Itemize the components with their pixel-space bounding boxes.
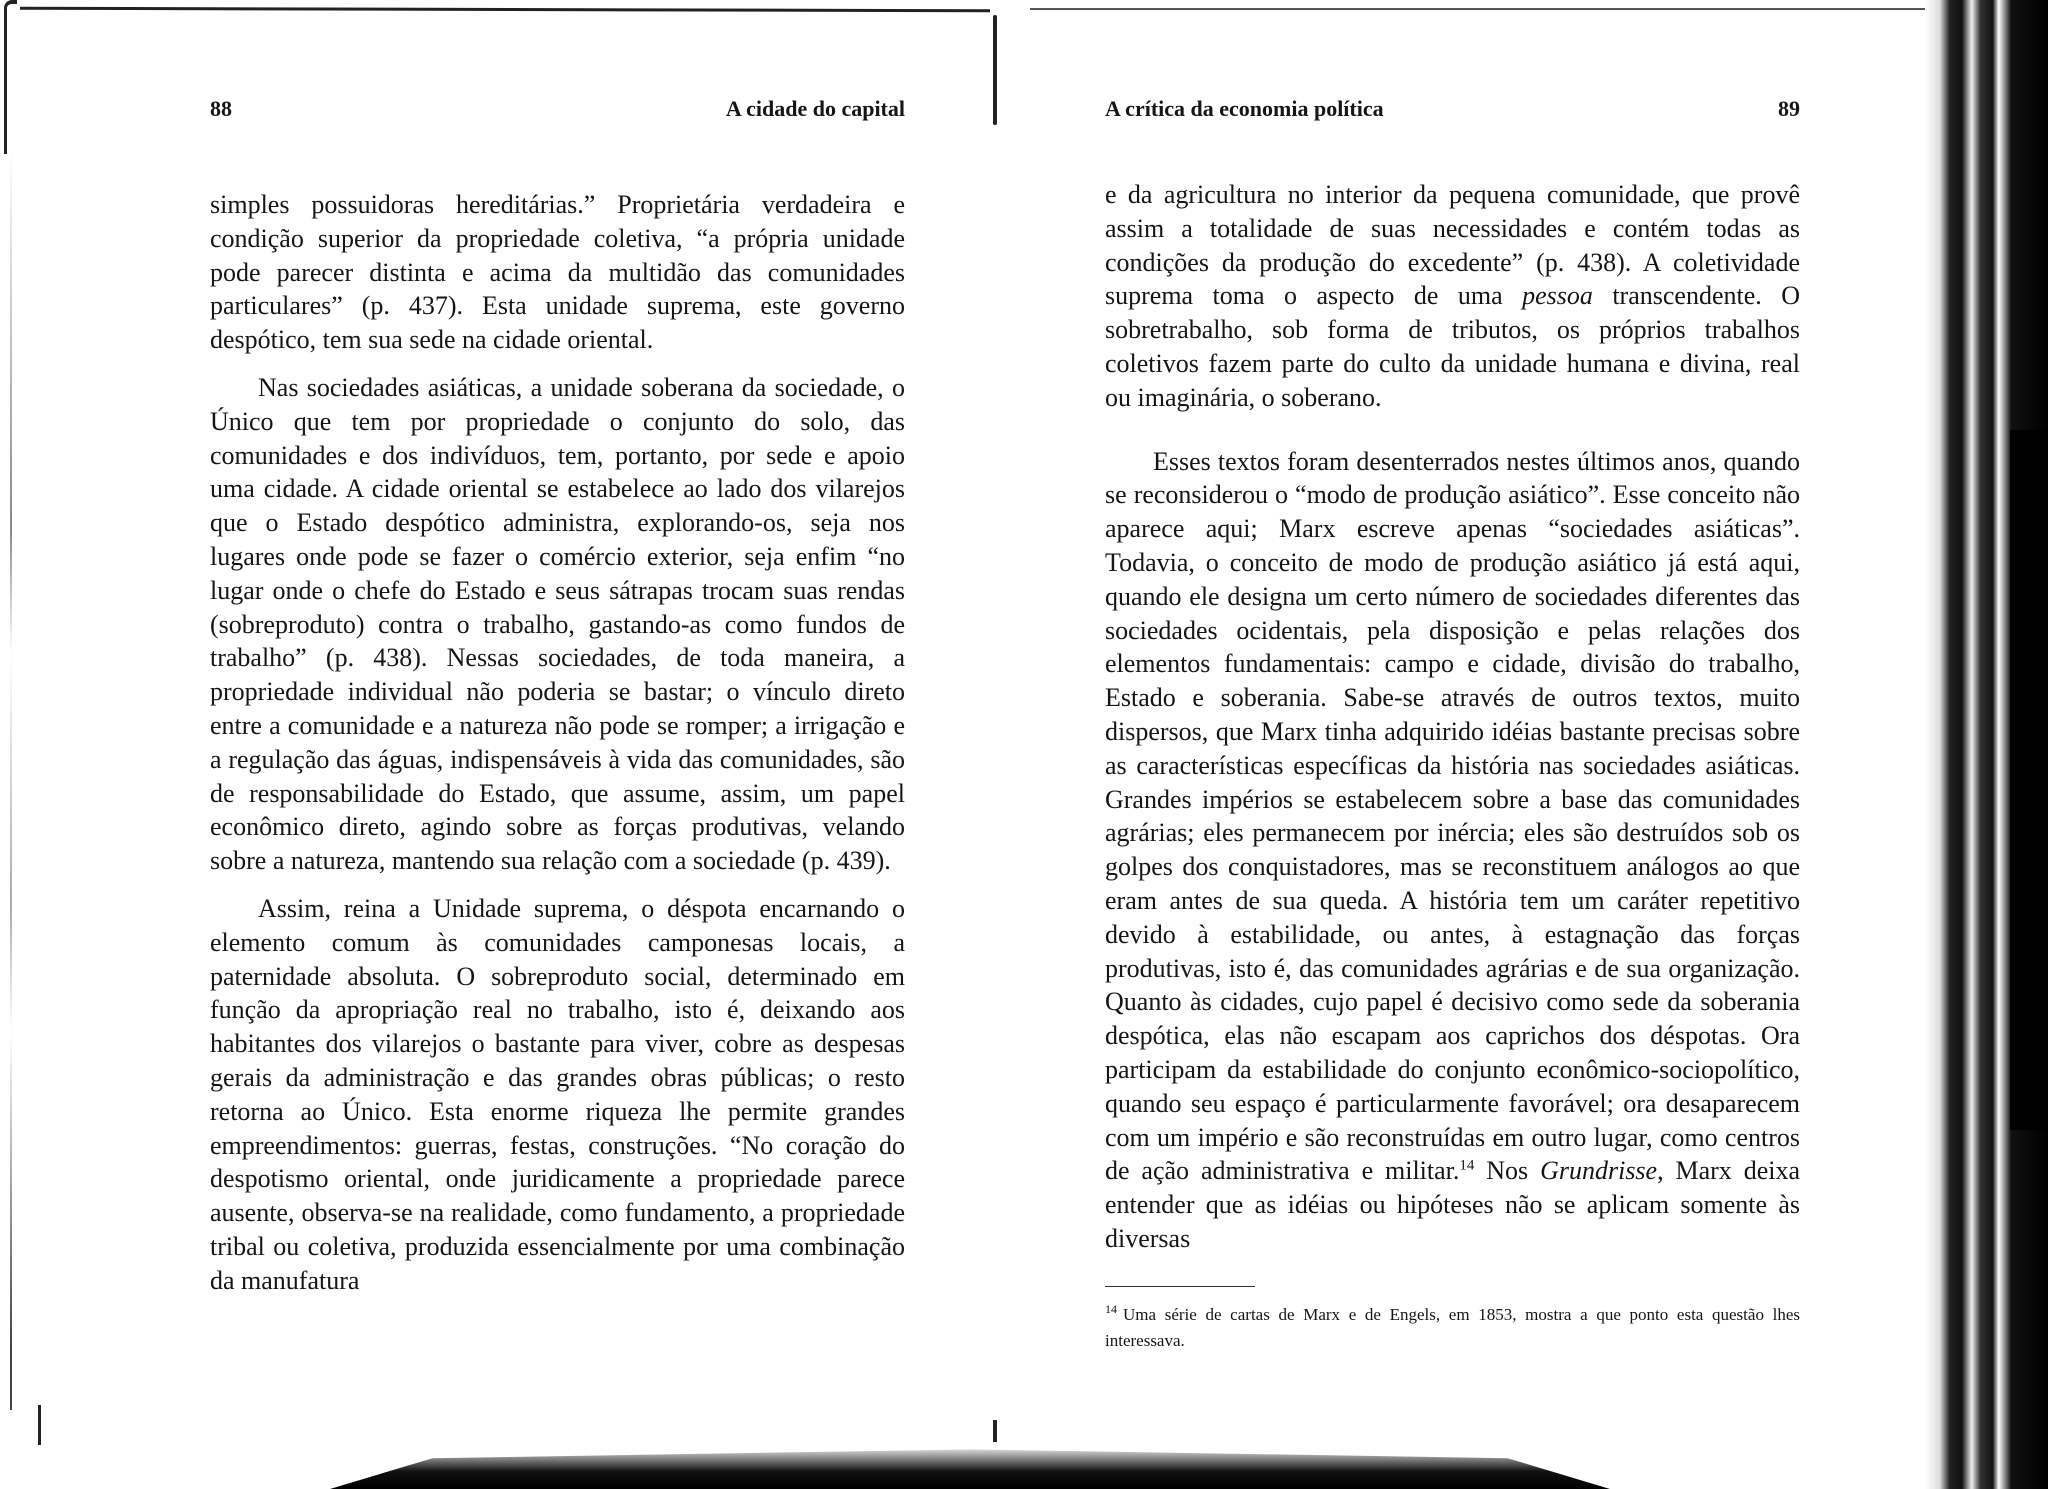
paragraph xyxy=(1105,445,1800,1256)
gutter-mark xyxy=(993,15,997,125)
paragraph xyxy=(1105,178,1800,415)
scan-edge-mark xyxy=(38,1405,41,1445)
gutter-mark xyxy=(993,1420,997,1442)
footnote-text: Uma série de cartas de Marx e de Engels, em 1853, mostra a que ponto esta questão lhes interessava. xyxy=(1105,1305,1800,1350)
running-title: A crítica da economia política xyxy=(1105,96,1384,121)
italic-title: Grundrisse xyxy=(1540,1156,1658,1186)
paragraph: Assim, reina a Unidade suprema, o déspota encarnando o elemento comum às comunidades camponesas locais, a paternidade absoluta. O sobreproduto social, determinado em função da apropriação real no trabalho, isto é, deixando aos habitantes dos vilarejos o bastante para viver, cobre as despesas gerais da administração e das grandes obras públicas; o resto retorna ao Único. Esta enorme riqueza lhe permite grandes empreendimentos: guerras, festas, construções. “No coração do despotismo oriental, onde juridicamente a propriedade parece ausente, observa-se na realidade, como fundamento, a propriedade tribal ou coletiva, produzida essencialmente por uma combinação da manufatura xyxy=(210,893,905,1295)
footnote-reference[interactable]: 14 xyxy=(1459,1157,1475,1174)
left-page xyxy=(210,0,905,1489)
paragraph: simples possuidoras hereditárias.” Proprietária verdadeira e condição superior da propriedade coletiva, “a própria unidade pode parecer distinta e acima da multidão das comunidades particulares” (p. 437). Esta unidade suprema, este governo despótico, tem sua sede na cidade oriental. xyxy=(210,190,905,355)
running-head xyxy=(1105,96,1800,126)
paragraph: Nas sociedades asiáticas, a unidade soberana da sociedade, o Único que tem por propriedade o conjunto do solo, das comunidades e dos indivíduos, tem, portanto, por sede e apoio uma cidade. A cidade oriental se estabelece ao lado dos vilarejos que o Estado despótico administra, explorando-os, seja nos lugares onde pode se fazer o comércio exterior, seja enfim “no lugar onde o chefe do Estado e seus sátrapas trocam suas rendas (sobreproduto) contra o trabalho, gastando-as como fundos de trabalho” (p. 438). Nessas sociedades, de toda maneira, a propriedade individual não poderia se bastar; o vínculo direto entre a comunidade e a natureza não pode se romper; a irrigação e a regulação das águas, indispensáveis à vida das comunidades, são de responsabilidade do Estado, que assume, assim, um papel econômico direto, agindo sobre as forças produtivas, velando sobre a natureza, mantendo sua relação com a sociedade (p. 439). xyxy=(210,372,905,876)
paragraph-text: Esses textos foram desenterrados nestes últimos anos, quando se reconsiderou o “modo de produção asiático”. Esse conceito não aparece aqui; Marx escreve apenas “sociedades asiáticas”. Todavia, o conceito de modo de produção asiático já está aqui, quando ele designa um certo número de sociedades diferentes das sociedades ocidentais, pela disposição e pelas relações dos elementos fundamentais: campo e cidade, divisão do trabalho, Estado e soberania. Sabe-se através de outros textos, muito dispersos, que Marx tinha adquirido idéias bastante precisas sobre as características específicas da história nas sociedades asiáticas. Grandes impérios se estabelecem sobre a base das comunidades agrárias; eles permanecem por inércia; eles são destruídos sob os golpes dos conquistadores, mas se reconstituem análogos ao que eram antes de sua queda. A história tem um caráter repetitivo devido à estabilidade, ou antes, à estagnação das forças produtivas, isto é, das comunidades agrárias e de sua organização. Quanto às cidades, cujo papel é decisivo como sede da soberania despótica, elas não escapam aos caprichos dos déspotas. Ora participam da estabilidade do conjunto econômico-sociopolítico, quando seu espaço é particularmente favorável; ora desaparecem com um império e são reconstruídas em outro lugar, como centros de ação administrativa e militar. xyxy=(1105,446,1800,1186)
footnote-number: 14 xyxy=(1105,1302,1117,1317)
paragraph-text: e da agricultura no interior da pequena comunidade, que provê assim a totalidade de suas necessidades e contém todas as condições da produção do excedente” (p. 438). A coletividade suprema toma o aspecto de uma xyxy=(1105,180,1800,311)
page-number: 88 xyxy=(210,96,232,121)
paragraph-text: Nos xyxy=(1474,1156,1541,1186)
right-page xyxy=(1105,0,1800,1489)
running-title: A cidade do capital xyxy=(725,96,905,121)
paragraph-text: , Marx deixa entender que as idéias ou hipóteses não se aplicam somente às diversas xyxy=(1105,1156,1800,1253)
footnote-divider xyxy=(1105,1286,1255,1287)
italic-word: pessoa xyxy=(1522,281,1593,311)
page-stack-shadow xyxy=(2010,430,2048,1130)
footnote xyxy=(1105,1302,1800,1354)
paragraph-text: transcendente. O sobretrabalho, sob forma de tributos, os próprios trabalhos coletivos fazem parte do culto da unidade humana e divina, real ou imaginária, o soberano. xyxy=(1105,281,1800,412)
body-text xyxy=(1105,178,1800,1256)
scan-edge-shadow xyxy=(10,150,12,1410)
body-text xyxy=(210,188,905,1298)
scan-edge-mark xyxy=(4,0,17,154)
running-head xyxy=(210,96,905,126)
page-number: 89 xyxy=(1778,96,1800,121)
